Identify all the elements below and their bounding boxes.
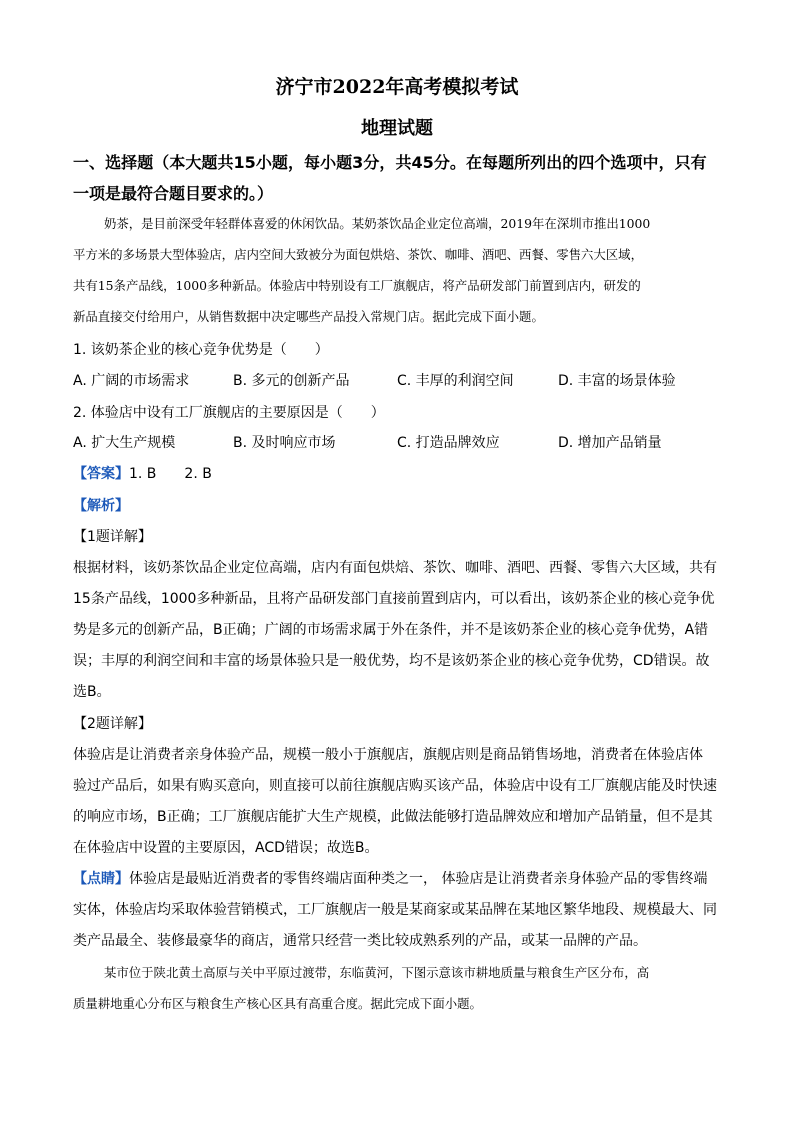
detail-2-tag: 【2题详解】	[73, 716, 152, 732]
section-heading-line1: 一、选择题（本大题共15小题，每小题3分，共45分。在每题所列出的四个选项中，只有	[73, 153, 707, 172]
question-2-option-d: D. 增加产品销量	[558, 435, 662, 451]
detail-1-tag: 【1题详解】	[73, 529, 152, 545]
question-2-option-a: A. 扩大生产规模	[73, 435, 176, 451]
question-2-option-b: B. 及时响应市场	[233, 435, 336, 451]
material1-line: 奶茶，是目前深受年轻群体喜爱的休闲饮品。某奶茶饮品企业定位高端，2019年在深圳市推出1000	[104, 216, 651, 231]
answer-value: 1. B 2. B	[129, 466, 212, 482]
detail-1-line: 势是多元的创新产品，B正确；广阔的市场需求属于外在条件，并不是该奶茶企业的核心竞争优势，A错	[73, 622, 709, 638]
material1-line: 共有15条产品线，1000多种新品。体验店中特别设有工厂旗舰店，将产品研发部门前置到店内，研发的	[73, 278, 641, 293]
detail-1-line: 选B。	[73, 684, 111, 700]
material1-line: 平方米的多场景大型体验店，店内空间大致被分为面包烘焙、茶饮、咖啡、酒吧、西餐、零售六大区域，	[73, 247, 643, 262]
page-title: 济宁市2022年高考模拟考试	[275, 76, 519, 98]
question-1-option-c: C. 丰厚的利润空间	[397, 373, 514, 389]
question-2-stem: 2. 体验店中设有工厂旗舰店的主要原因是（ ）	[73, 405, 385, 421]
answer-tag: 【答案】	[73, 466, 129, 482]
detail-1-line: 15条产品线，1000多种新品，且将产品研发部门直接前置到店内，可以看出，该奶茶企业的核心竞争优	[73, 591, 715, 607]
tip-text: 体验店是最贴近消费者的零售终端店面种类之一， 体验店是让消费者亲身体验产品的零售终端	[129, 871, 708, 887]
question-1-option-b: B. 多元的创新产品	[233, 373, 350, 389]
detail-2-line: 体验店是让消费者亲身体验产品，规模一般小于旗舰店，旗舰店则是商品销售场地，消费者在体验店体	[73, 747, 703, 763]
question-1-stem: 1. 该奶茶企业的核心竞争优势是（ ）	[73, 342, 329, 358]
tip-tag: 【点睛】	[73, 871, 129, 887]
detail-1-line: 根据材料，该奶茶饮品企业定位高端，店内有面包烘焙、茶饮、咖啡、酒吧、西餐、零售六大区域，共有	[73, 560, 717, 576]
page-subtitle: 地理试题	[361, 118, 433, 139]
analysis-tag: 【解析】	[73, 498, 129, 514]
tip-line: 类产品最全、装修最豪华的商店，通常只经营一类比较成熟系列的产品，或某一品牌的产品。	[73, 933, 647, 949]
detail-2-line: 的响应市场，B正确；工厂旗舰店能扩大生产规模，此做法能够打造品牌效应和增加产品销量，但不是其	[73, 809, 713, 825]
question-2-option-c: C. 打造品牌效应	[397, 435, 500, 451]
material2-line: 质量耕地重心分布区与粮食生产核心区具有高重合度。据此完成下面小题。	[73, 996, 482, 1011]
tip-line: 实体，体验店均采取体验营销模式，工厂旗舰店一般是某商家或某品牌在某地区繁华地段、规模最大、同	[73, 902, 717, 918]
detail-2-line: 在体验店中设置的主要原因，ACD错误；故选B。	[73, 840, 379, 856]
question-1-option-a: A. 广阔的市场需求	[73, 373, 190, 389]
material1-line: 新品直接交付给用户，从销售数据中决定哪些产品投入常规门店。据此完成下面小题。	[73, 309, 544, 324]
material2-line: 某市位于陕北黄土高原与关中平原过渡带，东临黄河，下图示意该市耕地质量与粮食生产区分布，高	[104, 965, 650, 980]
question-1-option-d: D. 丰富的场景体验	[558, 373, 676, 389]
section-heading-line2: 一项是最符合题目要求的。）	[73, 184, 274, 203]
detail-2-line: 验过产品后，如果有购买意向，则直接可以前往旗舰店购买该产品，体验店中设有工厂旗舰店能及时快速	[73, 778, 717, 794]
detail-1-line: 误；丰厚的利润空间和丰富的场景体验只是一般优势，均不是该奶茶企业的核心竞争优势，CD错误。故	[73, 653, 710, 669]
answer-line	[73, 463, 212, 483]
tip-first-line	[73, 868, 707, 888]
